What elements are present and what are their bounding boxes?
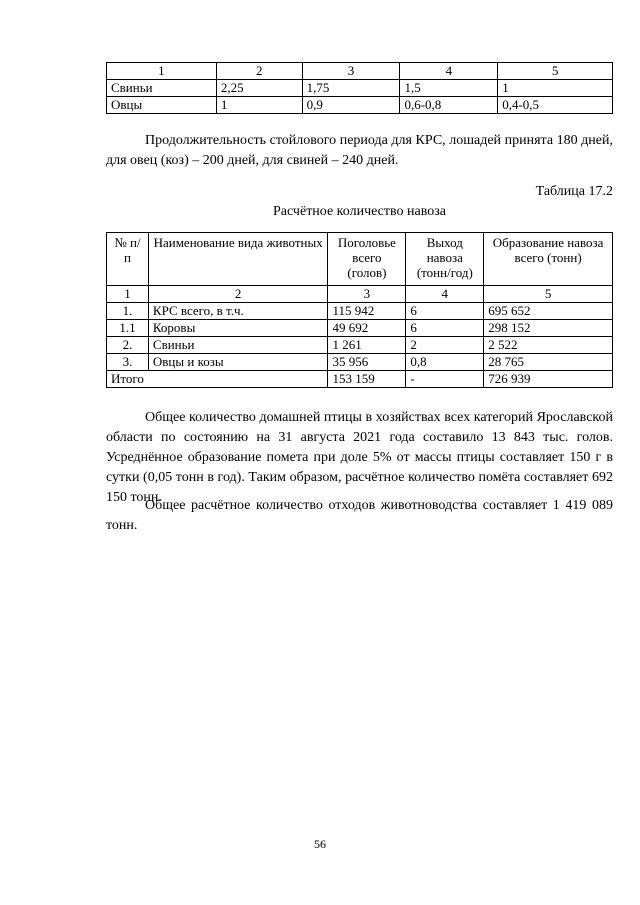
paragraph-total-waste: Общее расчётное количество отходов животноводства составляет 1 419 089 тонн. bbox=[106, 498, 613, 533]
table-total-label: Итого bbox=[107, 371, 328, 388]
table-header-cell: Поголовье всего (голов) bbox=[328, 233, 406, 286]
table-cell: 6 bbox=[406, 320, 484, 337]
table-cell: 2. bbox=[107, 337, 149, 354]
table-cell: КРС всего, в т.ч. bbox=[148, 303, 328, 320]
table-cell: 3. bbox=[107, 354, 149, 371]
table-title: Расчётное количество навоза bbox=[273, 204, 446, 219]
table-continuation bbox=[106, 62, 613, 114]
table-header-cell: 5 bbox=[498, 63, 613, 80]
table-header-cell: 1 bbox=[107, 63, 217, 80]
table-cell: 28 765 bbox=[484, 354, 613, 371]
page-number: 56 bbox=[314, 837, 326, 851]
table-cell: 0,8 bbox=[406, 354, 484, 371]
table-header-cell: № п/п bbox=[107, 233, 149, 286]
table-cell: 1 261 bbox=[328, 337, 406, 354]
table-cell: 695 652 bbox=[484, 303, 613, 320]
table-cell: 3 bbox=[328, 286, 406, 303]
table-cell: 2,25 bbox=[216, 80, 302, 97]
paragraph-stall-period: Продолжительность стойлового периода для КРС, лошадей принята 180 дней, для овец (коз) – 200 дней, для свиней – 240 дней. bbox=[106, 133, 613, 168]
table-cell: Свиньи bbox=[148, 337, 328, 354]
table-cell: 5 bbox=[484, 286, 613, 303]
table-cell: 0,6-0,8 bbox=[400, 97, 498, 114]
table-cell: 6 bbox=[406, 303, 484, 320]
table-cell: 115 942 bbox=[328, 303, 406, 320]
table-cell: 1.1 bbox=[107, 320, 149, 337]
table-header-cell: Выход навоза (тонн/год) bbox=[406, 233, 484, 286]
table-cell: 49 692 bbox=[328, 320, 406, 337]
table-numbering-row bbox=[107, 286, 613, 303]
table-cell: 0,4-0,5 bbox=[498, 97, 613, 114]
table-cell: 153 159 bbox=[328, 371, 406, 388]
table-cell: 726 939 bbox=[484, 371, 613, 388]
table-cell: 4 bbox=[406, 286, 484, 303]
table-cell: 2 bbox=[406, 337, 484, 354]
table-header-cell: Наименование вида животных bbox=[148, 233, 328, 286]
table-header-cell: 3 bbox=[302, 63, 400, 80]
table-row bbox=[107, 97, 613, 114]
table-cell: 1,5 bbox=[400, 80, 498, 97]
manure-table bbox=[106, 232, 613, 388]
table-row bbox=[107, 80, 613, 97]
table-cell: 298 152 bbox=[484, 320, 613, 337]
table-cell: 1 bbox=[216, 97, 302, 114]
table-header-row bbox=[107, 63, 613, 80]
table-cell: Овцы и козы bbox=[148, 354, 328, 371]
table-cell: 0,9 bbox=[302, 97, 400, 114]
table-cell: 1,75 bbox=[302, 80, 400, 97]
paragraph-poultry: Общее количество домашней птицы в хозяйствах всех категорий Ярославской области по состоянию на 31 августа 2021 года составило 13 843 тыс. голов. Усреднённое образование помета при доле 5% от массы птицы составляет 150 г в сутки (0,05 тонн в год). Таким образом, расчётное количество помёта составляет 692 150 тонн. bbox=[106, 410, 613, 505]
table-cell: 2 522 bbox=[484, 337, 613, 354]
table-header-cell: 2 bbox=[216, 63, 302, 80]
table-header-row bbox=[107, 233, 613, 286]
table-row bbox=[107, 303, 613, 320]
table-cell: Коровы bbox=[148, 320, 328, 337]
table-cell: - bbox=[406, 371, 484, 388]
table-cell: 1 bbox=[107, 286, 149, 303]
table-cell: Овцы bbox=[107, 97, 217, 114]
table-cell: 1. bbox=[107, 303, 149, 320]
table-cell: Свиньи bbox=[107, 80, 217, 97]
table-cell: 35 956 bbox=[328, 354, 406, 371]
table-label: Таблица 17.2 bbox=[535, 184, 613, 199]
table-row bbox=[107, 354, 613, 371]
table-cell: 1 bbox=[498, 80, 613, 97]
table-header-cell: 4 bbox=[400, 63, 498, 80]
table-row bbox=[107, 337, 613, 354]
table-row bbox=[107, 320, 613, 337]
table-total-row bbox=[107, 371, 613, 388]
table-header-cell: Образование навоза всего (тонн) bbox=[484, 233, 613, 286]
table-cell: 2 bbox=[148, 286, 328, 303]
